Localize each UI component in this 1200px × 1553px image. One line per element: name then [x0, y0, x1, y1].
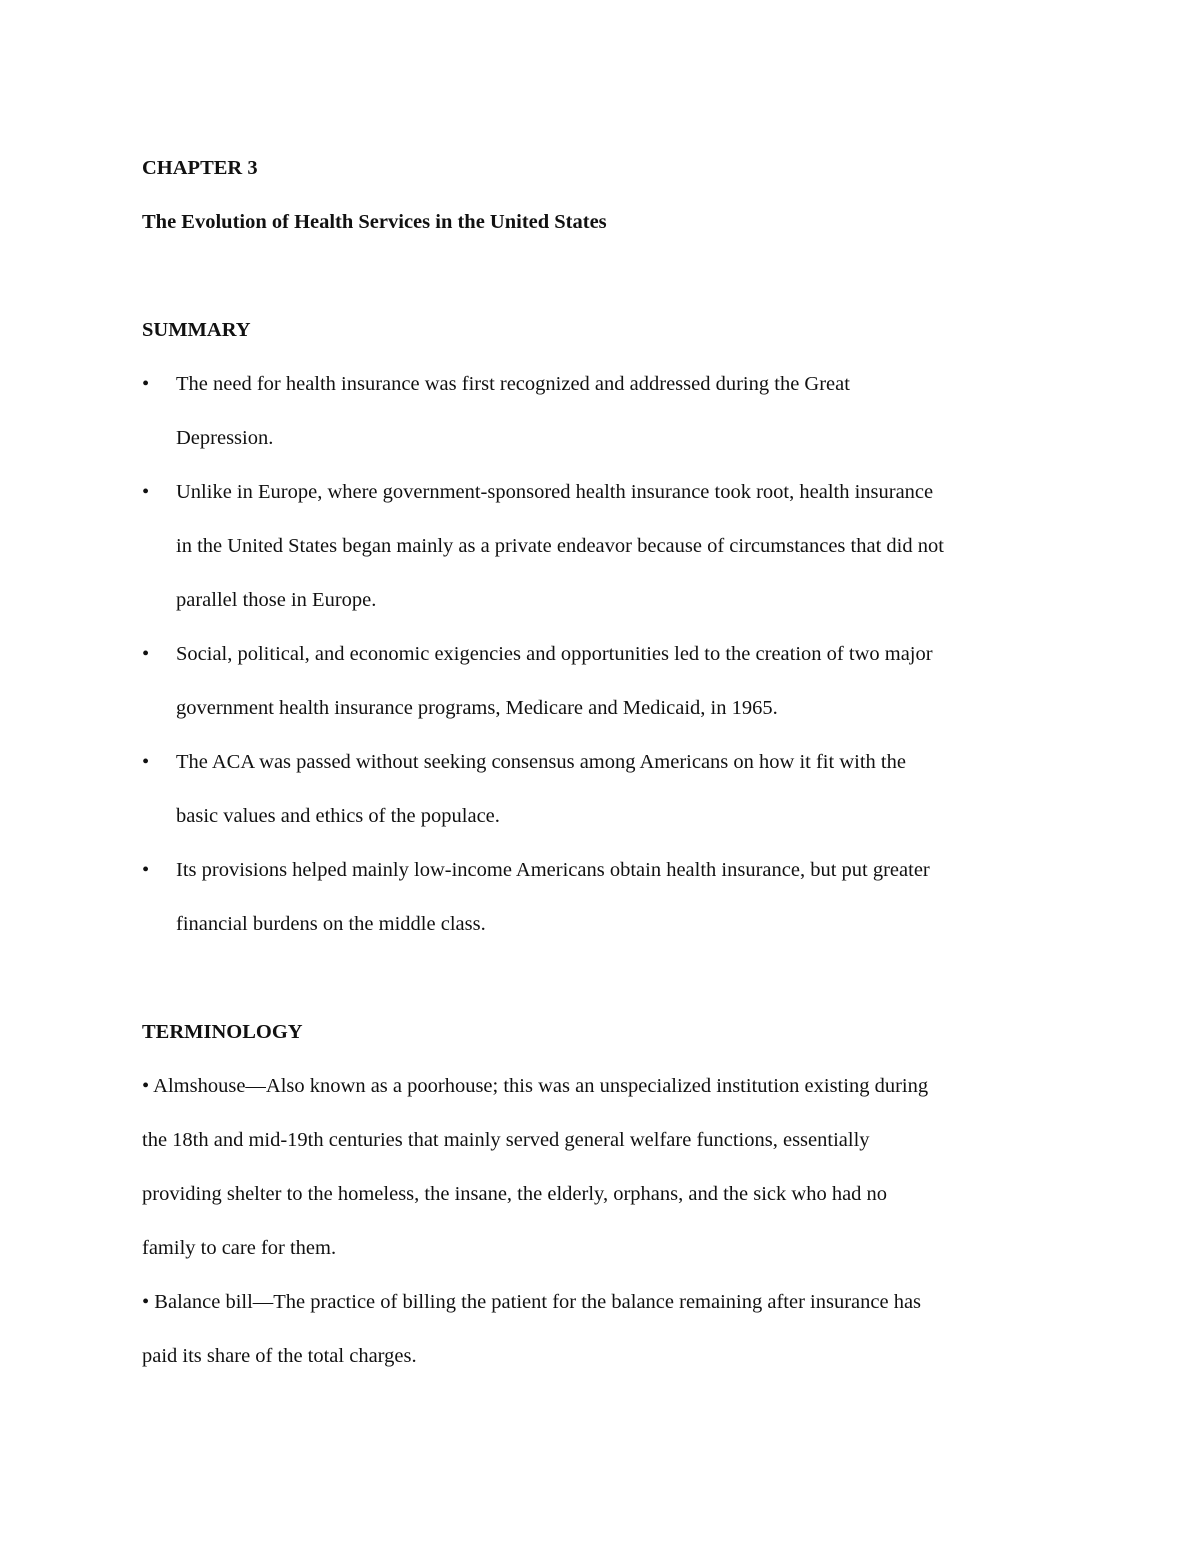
summary-item-line: Social, political, and economic exigencies and opportunities led to the creation of two major: [176, 643, 933, 665]
summary-item-line: Its provisions helped mainly low-income Americans obtain health insurance, but put greater: [176, 859, 930, 881]
summary-item-line: Unlike in Europe, where government-sponsored health insurance took root, health insurance: [176, 481, 934, 503]
summary-item: [142, 357, 1072, 465]
summary-item-line: Depression.: [176, 427, 274, 449]
terminology-item-line: • Balance bill—The practice of billing the patient for the balance remaining after insurance has: [142, 1291, 922, 1313]
bullet-icon: •: [142, 643, 150, 665]
terminology-list: [142, 1059, 1072, 1383]
summary-item-line: in the United States began mainly as a private endeavor because of circumstances that did not: [176, 535, 944, 557]
summary-item-line: The ACA was passed without seeking consensus among Americans on how it fit with the: [176, 751, 906, 773]
summary-heading: SUMMARY: [142, 319, 251, 341]
summary-item: [142, 627, 1072, 735]
summary-item: [142, 465, 1072, 627]
summary-item-line: government health insurance programs, Medicare and Medicaid, in 1965.: [176, 697, 778, 719]
spacer: [142, 249, 1072, 303]
summary-item-line: parallel those in Europe.: [176, 589, 377, 611]
bullet-icon: •: [142, 373, 150, 395]
terminology-item-line: providing shelter to the homeless, the insane, the elderly, orphans, and the sick who had no: [142, 1183, 888, 1205]
terminology-heading: TERMINOLOGY: [142, 1021, 303, 1043]
bullet-icon: •: [142, 481, 150, 503]
bullet-icon: •: [142, 751, 150, 773]
bullet-icon: •: [142, 859, 150, 881]
document-body: [142, 141, 1072, 1383]
terminology-item-line: paid its share of the total charges.: [142, 1345, 417, 1367]
terminology-item-line: family to care for them.: [142, 1237, 337, 1259]
spacer: [142, 951, 1072, 1005]
terminology-item-line: the 18th and mid-19th centuries that mainly served general welfare functions, essentially: [142, 1129, 870, 1151]
terminology-item: [142, 1275, 1072, 1383]
summary-list: [142, 357, 1072, 951]
summary-item-line: basic values and ethics of the populace.: [176, 805, 500, 827]
chapter-label: CHAPTER 3: [142, 157, 258, 179]
summary-item: [142, 843, 1072, 951]
summary-item: [142, 735, 1072, 843]
summary-item-line: financial burdens on the middle class.: [176, 913, 486, 935]
terminology-item: [142, 1059, 1072, 1275]
summary-item-line: The need for health insurance was first recognized and addressed during the Great: [176, 373, 850, 395]
terminology-item-line: • Almshouse—Also known as a poorhouse; this was an unspecialized institution existing during: [142, 1075, 929, 1097]
chapter-title: The Evolution of Health Services in the United States: [142, 211, 607, 233]
